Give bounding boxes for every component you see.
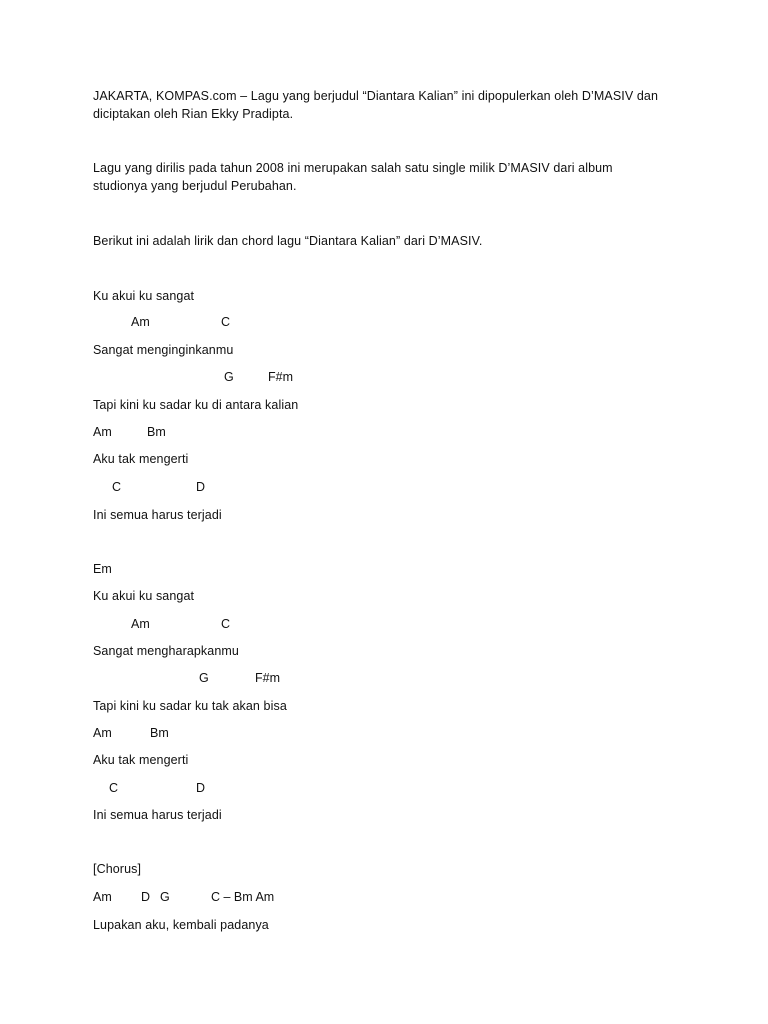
verse1-lyric-1: Ku akui ku sangat: [93, 289, 195, 303]
verse1-lyric-2: Sangat menginginkanmu: [93, 343, 234, 357]
chorus-chord-am: Am: [93, 890, 112, 904]
intro-paragraph-3: Berikut ini adalah lirik dan chord lagu “Diantara Kalian” dari D’MASIV.: [93, 234, 483, 248]
verse2-lyric-3: Tapi kini ku sadar ku tak akan bisa: [93, 699, 287, 713]
verse1-chord-bm: Bm: [147, 425, 166, 439]
intro-paragraph-2-line-2: studionya yang berjudul Perubahan.: [93, 179, 297, 193]
chorus-label: [Chorus]: [93, 862, 142, 876]
verse1-chord-g: G: [224, 370, 234, 384]
verse2-chord-fsharpm: F#m: [255, 671, 280, 685]
chorus-chord-c-bm-am: C – Bm Am: [211, 890, 275, 904]
chorus-chord-d: D: [141, 890, 151, 904]
intro-paragraph-1-line-2: diciptakan oleh Rian Ekky Pradipta.: [93, 107, 294, 121]
verse1-lyric-4: Aku tak mengerti: [93, 452, 189, 466]
verse2-chord-am-2: Am: [93, 726, 112, 740]
chorus-chord-g: G: [160, 890, 170, 904]
verse1-lyric-5: Ini semua harus terjadi: [93, 508, 222, 522]
verse2-chord-am: Am: [131, 617, 150, 631]
verse2-lyric-1: Ku akui ku sangat: [93, 589, 195, 603]
verse2-lyric-4: Aku tak mengerti: [93, 753, 189, 767]
verse2-chord-d: D: [196, 781, 206, 795]
verse1-chord-c: C: [221, 315, 231, 329]
verse1-chord-am-2: Am: [93, 425, 112, 439]
verse2-chord-c: C: [221, 617, 231, 631]
verse1-chord-d: D: [196, 480, 206, 494]
verse2-chord-c-2: C: [109, 781, 119, 795]
verse1-chord-fsharpm: F#m: [268, 370, 293, 384]
verse1-lyric-3: Tapi kini ku sadar ku di antara kalian: [93, 398, 299, 412]
intro-paragraph-1-line-1: JAKARTA, KOMPAS.com – Lagu yang berjudul “Diantara Kalian” ini dipopulerkan oleh D’MASIV dan: [93, 89, 659, 103]
verse2-lyric-2: Sangat mengharapkanmu: [93, 644, 239, 658]
verse2-chord-em: Em: [93, 562, 112, 576]
verse2-chord-bm: Bm: [150, 726, 169, 740]
chorus-lyric-1: Lupakan aku, kembali padanya: [93, 918, 269, 932]
verse1-chord-c-2: C: [112, 480, 122, 494]
intro-paragraph-2-line-1: Lagu yang dirilis pada tahun 2008 ini merupakan salah satu single milik D’MASIV dari album: [93, 161, 613, 175]
verse2-lyric-5: Ini semua harus terjadi: [93, 808, 222, 822]
verse2-chord-g: G: [199, 671, 209, 685]
verse1-chord-am: Am: [131, 315, 150, 329]
